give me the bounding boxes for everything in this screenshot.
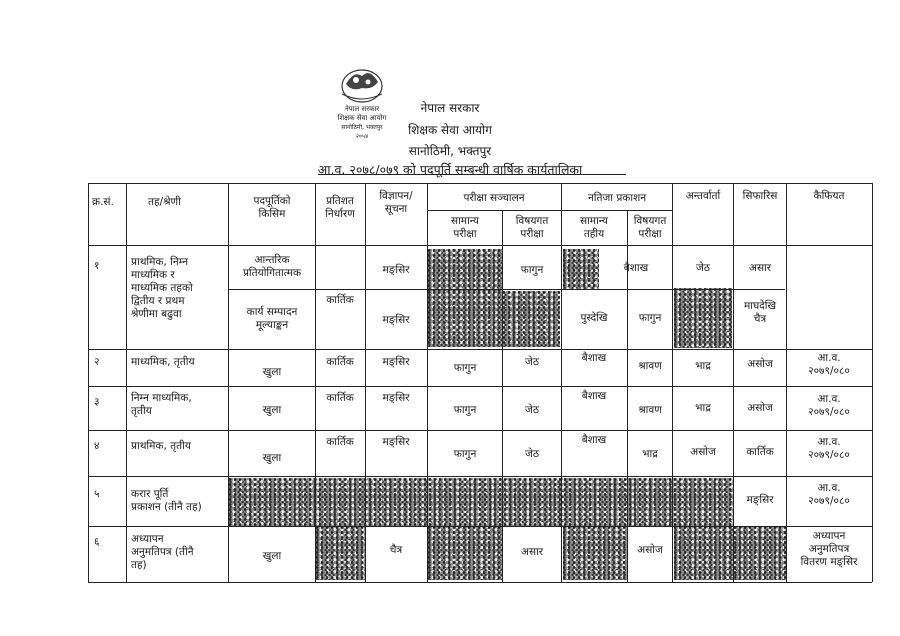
header-address: सानोठिमी, भक्तपुर: [408, 144, 492, 158]
row2-exam-general: फागुन: [453, 362, 477, 374]
shade-r6-interview: [674, 526, 786, 580]
row4-recommend: कार्तिक: [746, 446, 774, 458]
grid-line: [228, 183, 229, 582]
row2-advert: मङ्सिर: [382, 356, 410, 368]
shade-r1-result-general: [563, 249, 599, 289]
row2-provision: कार्तिक: [326, 356, 354, 368]
title-underline: [318, 174, 626, 175]
col-header-result: नतिजा प्रकाशन: [587, 192, 647, 204]
row6-result-subject: असोज: [637, 544, 663, 556]
grid-line: [229, 289, 785, 290]
row4-result-subject: भाद्र: [642, 448, 658, 460]
row1-result-b: फागुन: [638, 312, 662, 324]
row2-level: माध्यमिक, तृतीय: [131, 356, 195, 368]
grid-line: [88, 476, 872, 477]
col-header-level: तह/श्रेणी: [148, 196, 181, 208]
row1-interview-a: जेठ: [696, 262, 710, 274]
row1-sn: १: [94, 260, 100, 272]
row1-advert-b: मङ्सिर: [382, 314, 410, 326]
shade-r1-interview-b: [674, 288, 732, 348]
shade-r6-provision: [316, 526, 366, 580]
grid-line: [733, 183, 734, 582]
row3-type: खुला: [262, 404, 282, 416]
row2-exam-subject: जेठ: [525, 356, 539, 368]
svg-text:नेपाल सरकार: नेपाल सरकार: [344, 105, 380, 113]
col-header-type: पदपूर्तिको किसिम: [253, 195, 291, 220]
row1-advert-a: मङ्सिर: [382, 264, 410, 276]
row1-type-performance: कार्य सम्पादन मूल्याङ्कन: [246, 306, 298, 331]
svg-text:शिक्षक सेवा आयोग: शिक्षक सेवा आयोग: [337, 114, 387, 122]
row6-sn: ६: [94, 536, 100, 548]
row4-interview: असोज: [690, 446, 716, 458]
svg-text:२०५४: २०५४: [355, 133, 369, 140]
shade-r1-exam-general: [428, 249, 502, 291]
row2-result-general: बैशाख: [581, 352, 607, 364]
row4-exam-general: फागुन: [453, 448, 477, 460]
shade-r6-exam-general: [428, 526, 502, 580]
row3-provision: कार्तिक: [326, 392, 354, 404]
row1-recommend-b: माघदेखि चैत्र: [743, 300, 777, 325]
row3-exam-general: फागुन: [453, 404, 477, 416]
col-header-exam: परीक्षा सञ्चालन: [463, 192, 525, 204]
grid-line: [786, 183, 787, 582]
grid-line: [88, 430, 872, 431]
row6-type: खुला: [262, 550, 282, 562]
row6-exam-subject: असार: [520, 546, 544, 558]
row6-remarks: अध्यापन अनुमतिपत्र वितरण मङ्सिर: [800, 530, 858, 568]
row4-exam-subject: जेठ: [525, 448, 539, 460]
col-header-result-general: सामान्य तहीय: [579, 215, 608, 240]
row1-exam-subject: फागुन: [520, 264, 544, 276]
row4-sn: ४: [94, 440, 100, 452]
row3-recommend: असोज: [747, 402, 773, 414]
row3-exam-subject: जेठ: [525, 404, 539, 416]
row1-type-internal: आन्तरिक प्रतियोगितात्मक: [242, 254, 302, 279]
col-header-sn: क्र.सं.: [92, 196, 114, 208]
col-header-exam-subject: विषयगत परीक्षा: [515, 215, 549, 240]
row5-recommend: मङ्सिर: [746, 494, 774, 506]
row4-type: खुला: [262, 452, 282, 464]
row6-level: अध्यापन अनुमतिपत्र (तीनै तह): [131, 533, 194, 571]
grid-line: [561, 183, 562, 582]
row4-provision: कार्तिक: [326, 436, 354, 448]
row3-result-subject: श्रावण: [638, 404, 662, 416]
row2-type: खुला: [262, 366, 282, 378]
row1-result-from: पुस्देखि: [580, 312, 608, 324]
row3-sn: ३: [94, 396, 100, 408]
header-govt: नेपाल सरकार: [420, 101, 480, 115]
row2-recommend: असोज: [747, 358, 773, 370]
grid-line: [88, 526, 872, 527]
row5-remarks: आ.व. २०७९/०८०: [808, 482, 850, 507]
page-title: आ.व. २०७८/०७९ को पदपूर्ति सम्बन्धी वार्षिक कार्यतालिका: [317, 162, 583, 177]
row4-advert: मङ्सिर: [382, 436, 410, 448]
shade-r1-exam-b: [428, 291, 560, 347]
grid-line: [365, 183, 366, 582]
grid-line: [88, 245, 872, 246]
grid-line: [88, 183, 89, 582]
col-header-exam-general: सामान्य परीक्षा: [450, 215, 479, 240]
col-header-interview: अन्तर्वार्ता: [685, 190, 721, 202]
col-header-result-subject: विषयगत परीक्षा: [633, 215, 667, 240]
grid-line: [428, 210, 672, 211]
grid-line: [126, 183, 127, 582]
col-header-provision: प्रतिशत निर्धारण: [325, 195, 355, 220]
grid-line: [88, 349, 872, 350]
row2-remarks: आ.व. २०७९/०८०: [808, 352, 850, 377]
row4-result-general: बैशाख: [581, 434, 607, 446]
row5-level: करार पूर्ति प्रकाशन (तीनै तह): [131, 488, 202, 513]
col-header-remarks: कैफियत: [813, 190, 845, 202]
row2-result-subject: श्रावण: [638, 360, 662, 372]
grid-line: [88, 582, 872, 583]
row1-result-a: बैशाख: [623, 262, 649, 274]
svg-text:सानोठिमी, भक्तपुर: सानोठिमी, भक्तपुर: [341, 124, 383, 131]
row3-advert: मङ्सिर: [382, 392, 410, 404]
row3-level: निम्न माध्यमिक, तृतीय: [131, 392, 192, 417]
grid-line: [88, 183, 872, 184]
grid-line: [672, 183, 673, 582]
row1-recommend-a: असार: [748, 262, 772, 274]
grid-line: [872, 183, 873, 582]
row3-interview: भाद्र: [695, 402, 711, 414]
row6-advert: चैत्र: [389, 544, 403, 556]
grid-line: [88, 386, 872, 387]
row3-remarks: आ.व. २०७९/०८०: [808, 393, 850, 418]
row2-sn: २: [94, 356, 100, 368]
shade-r5-span: [229, 478, 733, 526]
row1-provision: कार्तिक: [326, 294, 354, 306]
row5-sn: ५: [94, 488, 100, 500]
col-header-recommend: सिफारिस: [742, 190, 778, 202]
header-commission: शिक्षक सेवा आयोग: [408, 123, 492, 137]
row4-remarks: आ.व. २०७९/०८०: [808, 436, 850, 461]
row2-interview: भाद्र: [695, 360, 711, 372]
shade-r6-result-general: [563, 526, 627, 580]
row4-level: प्राथमिक, तृतीय: [131, 440, 191, 452]
grid-line: [502, 210, 503, 582]
row3-result-general: बैशाख: [581, 390, 607, 402]
grid-line: [427, 183, 428, 582]
row1-level: प्राथमिक, निम्न माध्यमिक र माध्यमिक तहको द्वितीय र प्रथम श्रेणीमा बढुवा: [131, 256, 193, 320]
grid-line: [315, 183, 316, 582]
col-header-advert: विज्ञापन/ सूचना: [379, 190, 413, 215]
